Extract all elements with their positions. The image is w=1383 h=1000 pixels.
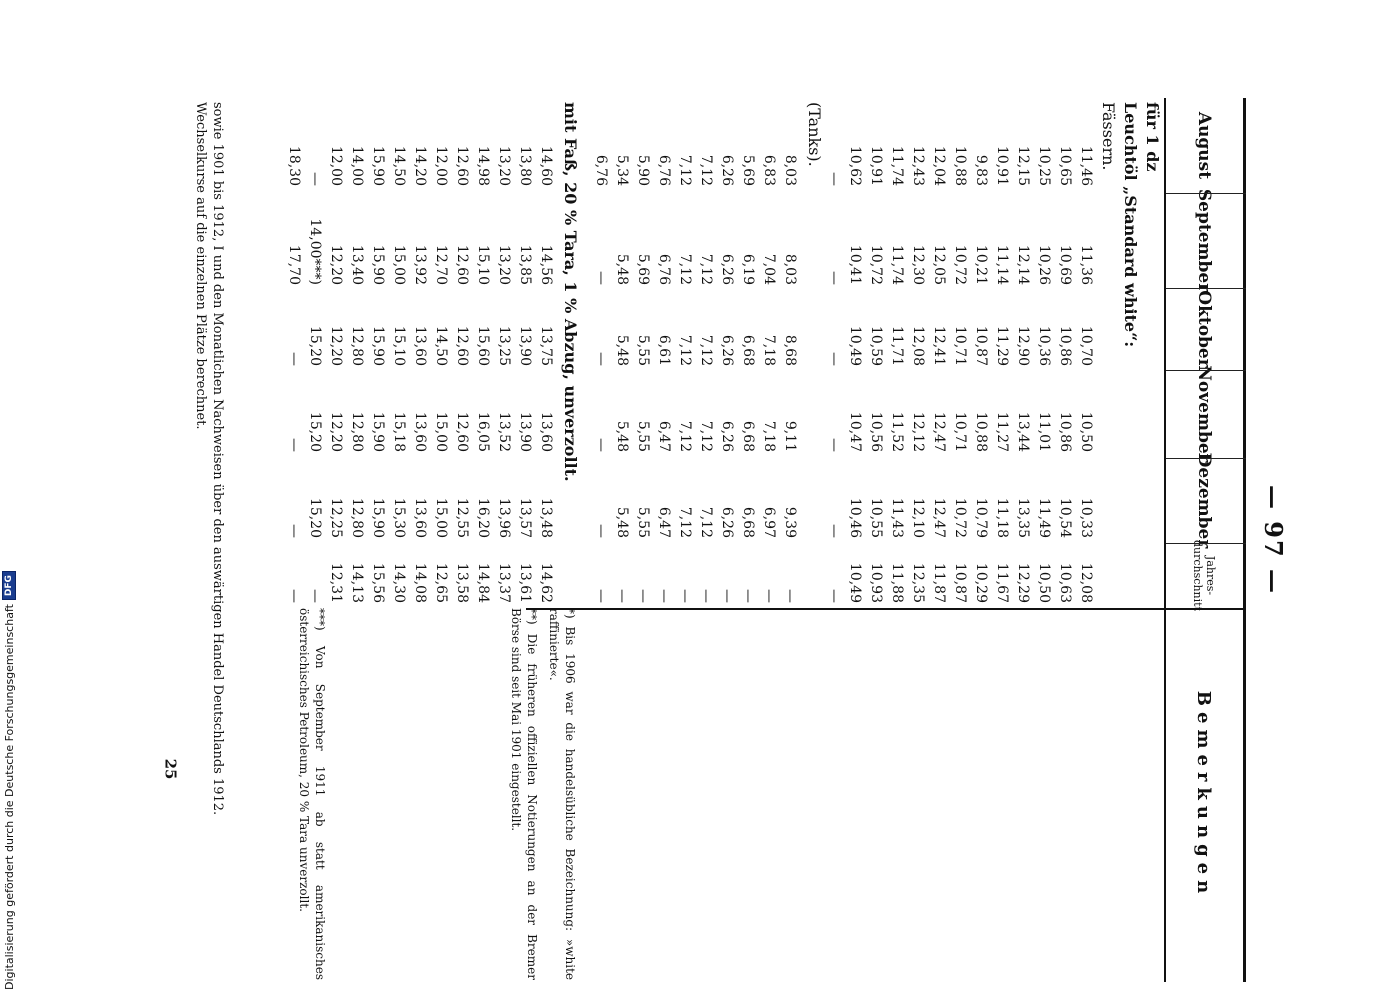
table-cell: 17,70 [286,244,302,285]
table-cell: 10,86 [1057,411,1073,452]
table-cell: — [656,589,672,603]
table-cell: 12,60 [454,244,470,285]
table-row [928,98,949,608]
table-row [1075,98,1096,608]
table-cell: 14,13 [349,562,365,603]
table-cell: 10,79 [973,497,989,538]
table-cell: 6,26 [719,420,735,452]
table-cell: 10,50 [1036,562,1052,603]
table-cell: 15,60 [475,325,491,366]
table-cell: 10,86 [1057,325,1073,366]
table-row [653,98,674,608]
table-cell: 5,34 [614,154,630,186]
table-row [907,98,928,608]
table-cell: 10,25 [1036,145,1052,186]
table-cell: 15,90 [370,411,386,452]
table-cell: 13,20 [496,244,512,285]
table-cell: — [719,589,735,603]
table-cell: 12,80 [349,411,365,452]
table-cell: 10,91 [868,145,884,186]
header-divider [1166,193,1246,194]
table-cell: 14,98 [475,145,491,186]
header-september: September [1194,188,1214,293]
table-cell: 10,87 [952,562,968,603]
table-cell: 12,20 [328,411,344,452]
table-cell: 12,04 [931,145,947,186]
table-cell: 12,80 [349,497,365,538]
table-cell: 12,47 [931,497,947,538]
table-cell: 12,29 [1015,562,1031,603]
table-cell: 14,60 [538,145,554,186]
table-cell: 13,25 [496,325,512,366]
table-row [823,98,844,608]
table-cell: 15,18 [391,411,407,452]
table-cell: 18,30 [286,145,302,186]
table-row [865,98,886,608]
table-cell: 10,63 [1057,562,1073,603]
table-cell: 13,60 [538,411,554,452]
table-cell: 7,12 [698,420,714,452]
table-cell: — [826,589,842,603]
dfg-credit [2,575,16,990]
table-cell: — [593,438,609,452]
table-cell: 6,68 [740,334,756,366]
table-cell: 5,55 [635,334,651,366]
table-cell: 12,20 [328,244,344,285]
header-divider [1166,458,1246,459]
table-cell: 11,29 [994,325,1010,366]
table-cell: — [307,172,323,186]
table-cell: 8,03 [782,253,798,285]
table-cell: — [761,589,777,603]
table-cell: 8,68 [782,334,798,366]
remarks-notes [290,608,578,980]
table-cell: — [677,589,693,603]
table-row [409,98,430,608]
table-cell: 15,20 [307,325,323,366]
table-row [590,98,611,608]
table-cell: 13,80 [517,145,533,186]
section-title-standard-white: Leuchtöl „Standard white“: [1121,102,1140,348]
table-row [367,98,388,608]
header-december: Dezember [1194,452,1214,549]
table-cell: 10,47 [847,411,863,452]
table-cell: 12,35 [910,562,926,603]
table-cell: 10,71 [952,325,968,366]
table-cell: 12,25 [328,497,344,538]
table-cell: 10,72 [868,244,884,285]
note-3: ***) Von September 1911 ab statt amerikanisches österreichisches Petroleum, 20 % Tara unverzollt. [297,608,327,980]
table-cell: 5,90 [635,154,651,186]
table-cell: 11,43 [889,497,905,538]
table-cell: 11,52 [889,411,905,452]
note-2: **) Die früheren offiziellen Notierungen an der Bremer Börse sind seit Mai 1901 eingestellt. [509,608,539,980]
table-cell: 13,57 [517,497,533,538]
table-cell: 6,26 [719,506,735,538]
header-october: Oktober [1194,290,1214,368]
table-cell: 7,12 [698,154,714,186]
table-cell: 12,10 [910,497,926,538]
table-cell: — [826,524,842,538]
table-cell: — [826,352,842,366]
table-cell: 13,37 [496,562,512,603]
table-cell: 12,30 [910,244,926,285]
table-cell: 9,83 [973,154,989,186]
table-cell: 10,72 [952,244,968,285]
table-cell: — [698,589,714,603]
table-cell: 13,60 [412,325,428,366]
header-november: November [1194,365,1214,463]
table-cell: 10,41 [847,244,863,285]
table-cell: — [286,589,302,603]
table-cell: 10,55 [868,497,884,538]
table-cell: 10,87 [973,325,989,366]
table-row [535,98,556,608]
section-subtitle-barrels: Fässern. [1099,102,1118,171]
table-cell: 15,56 [370,562,386,603]
table-cell: — [286,352,302,366]
table-cell: 6,61 [656,334,672,366]
table-cell: — [593,589,609,603]
table-cell: 14,00***) [307,218,323,285]
table-cell: 13,60 [412,411,428,452]
table-cell: 10,71 [952,411,968,452]
table-cell: 5,55 [635,506,651,538]
table-cell: 5,48 [614,253,630,285]
table-cell: 6,26 [719,253,735,285]
remarks-divider [526,608,1246,610]
table-cell: 13,58 [454,562,470,603]
table-cell: 5,69 [740,154,756,186]
table-cell: 10,49 [847,562,863,603]
table-cell: 15,20 [307,497,323,538]
table-cell: 7,04 [761,253,777,285]
table-cell: — [593,524,609,538]
table-row [991,98,1012,608]
table-cell: 11,14 [994,244,1010,285]
table-cell: 12,31 [328,562,344,603]
table-cell: 11,74 [889,244,905,285]
header-divider [1166,288,1246,289]
table-cell: 13,40 [349,244,365,285]
table-cell: 12,00 [433,145,449,186]
table-cell: 12,08 [1078,562,1094,603]
section-title-tanks: (Tanks). [805,102,824,167]
table-cell: 11,87 [931,562,947,603]
table-cell: 11,27 [994,411,1010,452]
table-cell: 11,01 [1036,411,1052,452]
header-rule [1164,98,1166,982]
header-divider [1166,543,1246,544]
table-cell: 15,90 [370,145,386,186]
table-cell: 14,84 [475,562,491,603]
table-cell: 7,12 [677,253,693,285]
table-cell: 7,12 [677,334,693,366]
table-row [493,98,514,608]
table-cell: 11,88 [889,562,905,603]
table-row [388,98,409,608]
table-cell: 6,26 [719,154,735,186]
table-cell: — [286,524,302,538]
table-cell: — [635,589,651,603]
table-cell: 5,69 [635,253,651,285]
table-cell: 7,12 [677,420,693,452]
table-row [346,98,367,608]
table-cell: 10,21 [973,244,989,285]
table-row [886,98,907,608]
table-cell: 7,12 [677,154,693,186]
table-cell: 11,71 [889,325,905,366]
table-cell: 10,33 [1078,497,1094,538]
table-cell: 7,18 [761,334,777,366]
table-cell: 6,47 [656,506,672,538]
header-remarks: Bemerkungen [1193,690,1215,900]
table-cell: 12,14 [1015,244,1031,285]
table-row [611,98,632,608]
table-cell: 11,36 [1078,244,1094,285]
table-cell: 12,00 [328,145,344,186]
table-cell: 6,97 [761,506,777,538]
table-row [632,98,653,608]
table-cell: 13,96 [496,497,512,538]
table-cell: 10,36 [1036,325,1052,366]
table-cell: — [614,589,630,603]
table-cell: 13,60 [412,497,428,538]
table-cell: 15,20 [307,411,323,452]
table-cell: 7,12 [698,334,714,366]
table-cell: 9,39 [782,506,798,538]
footnote [192,102,226,972]
table-cell: 6,76 [593,154,609,186]
table-cell: 10,72 [952,497,968,538]
table-cell: 11,74 [889,145,905,186]
table-cell: 6,83 [761,154,777,186]
table-cell: 10,49 [847,325,863,366]
table-cell: 10,93 [868,562,884,603]
table-cell: 8,03 [782,154,798,186]
table-cell: 6,68 [740,506,756,538]
table-cell: 10,91 [994,145,1010,186]
table-cell: 11,67 [994,562,1010,603]
unit-label: für 1 dz [1143,102,1162,172]
table-row [430,98,451,608]
table-cell: 14,56 [538,244,554,285]
table-cell: 11,49 [1036,497,1052,538]
table-cell: 10,56 [868,411,884,452]
table-row [695,98,716,608]
table-cell: 10,69 [1057,244,1073,285]
table-cell: — [782,589,798,603]
table-cell: 12,90 [1015,325,1031,366]
table-row [451,98,472,608]
table-cell: 13,20 [496,145,512,186]
table-cell: 13,61 [517,562,533,603]
table-cell: 10,88 [952,145,968,186]
table-cell: 7,18 [761,420,777,452]
table-row [779,98,800,608]
table-row [970,98,991,608]
sheet-mark: 25 [161,758,180,780]
table-cell: 15,00 [391,244,407,285]
table-cell: 12,12 [910,411,926,452]
table-cell: 5,48 [614,334,630,366]
table-cell: 10,59 [868,325,884,366]
table-cell: 12,43 [910,145,926,186]
table-cell: 13,90 [517,325,533,366]
table-cell: 13,75 [538,325,554,366]
table-cell: 13,48 [538,497,554,538]
table-row [1033,98,1054,608]
table-cell: 13,92 [412,244,428,285]
table-cell: 14,20 [412,145,428,186]
note-1: *) Bis 1906 war die handelsübliche Bezeichnung: »white raffinierte«. [547,608,577,980]
table-cell: 15,10 [391,325,407,366]
table-cell: 15,90 [370,244,386,285]
table-row [844,98,865,608]
table-row [325,98,346,608]
header-divider [1166,370,1246,371]
credit-text: Digitalisierung gefördert durch die Deutsche Forschungsgemeinschaft [2,604,16,990]
table-cell: 10,29 [973,562,989,603]
header-annual-average: Jahres-durchschnitt [1191,540,1217,611]
table-cell: 12,20 [328,325,344,366]
table-cell: 6,68 [740,420,756,452]
section-title-with-barrel: mit Faß, 20 % Tara, 1 % Abzug, unverzollt. [561,102,580,482]
table-cell: 14,50 [391,145,407,186]
table-cell: 15,90 [370,325,386,366]
table-cell: 14,30 [391,562,407,603]
table-cell: 6,76 [656,154,672,186]
table-row [758,98,779,608]
table-cell: 15,10 [475,244,491,285]
table-cell: 14,50 [433,325,449,366]
table-cell: 7,12 [698,253,714,285]
table-row [1054,98,1075,608]
table-cell: 12,60 [454,411,470,452]
top-rule [1243,98,1246,982]
footnote-line-2: Wechselkurse auf die einzelnen Plätze berechnet. [193,102,208,430]
table-row [304,98,325,608]
table-cell: 7,12 [698,506,714,538]
table-cell: 14,62 [538,562,554,603]
table-cell: — [826,172,842,186]
table-row [716,98,737,608]
table-cell: 10,62 [847,145,863,186]
table-cell: 12,60 [454,325,470,366]
table-cell: 13,52 [496,411,512,452]
table-cell: 15,00 [433,497,449,538]
table-cell: 6,26 [719,334,735,366]
table-cell: 16,05 [475,411,491,452]
table-cell: — [307,589,323,603]
table-cell: 12,08 [910,325,926,366]
table-cell: 13,44 [1015,411,1031,452]
table-cell: 12,55 [454,497,470,538]
table-cell: 10,46 [847,497,863,538]
table-cell: — [826,271,842,285]
table-cell: 10,26 [1036,244,1052,285]
dfg-logo-icon: DFG [2,571,16,600]
table-cell: 15,30 [391,497,407,538]
table-cell: — [740,589,756,603]
table-cell: 10,50 [1078,411,1094,452]
table-cell: 15,00 [433,411,449,452]
table-cell: 10,70 [1078,325,1094,366]
table-cell: 7,12 [677,506,693,538]
table-cell: — [286,438,302,452]
table-cell: 10,65 [1057,145,1073,186]
table-cell: 11,46 [1078,145,1094,186]
table-cell: 13,35 [1015,497,1031,538]
table-cell: 13,90 [517,411,533,452]
table-cell: 12,41 [931,325,947,366]
table-cell: 12,70 [433,244,449,285]
table-row [283,98,304,608]
table-cell: 5,48 [614,420,630,452]
table-cell: 12,60 [454,145,470,186]
table-cell: 10,88 [973,411,989,452]
table-cell: 16,20 [475,497,491,538]
table-cell: 10,54 [1057,497,1073,538]
table-cell: 9,11 [782,420,798,452]
table-cell: 12,80 [349,325,365,366]
table-cell: 6,76 [656,253,672,285]
table-cell: 14,00 [349,145,365,186]
table-cell: 5,55 [635,420,651,452]
table-cell: 6,19 [740,253,756,285]
table-row [737,98,758,608]
table-cell: — [593,271,609,285]
table-row [949,98,970,608]
rotated-document-page [178,98,1298,982]
table-cell: 15,90 [370,497,386,538]
footnote-line-1: sowie 1901 bis 1912, I und den Monatlichen Nachweisen über den auswärtigen Handel Deutschlands 1912. [210,102,225,816]
table-row [472,98,493,608]
table-cell: 14,08 [412,562,428,603]
table-cell: 12,05 [931,244,947,285]
table-row [674,98,695,608]
table-row [514,98,535,608]
table-cell: 13,85 [517,244,533,285]
table-cell: 12,65 [433,562,449,603]
table-cell: 11,18 [994,497,1010,538]
table-row [1012,98,1033,608]
table-cell: 6,47 [656,420,672,452]
page-number: — 97 — [1259,484,1288,596]
table-cell: 12,15 [1015,145,1031,186]
table-cell: 12,47 [931,411,947,452]
table-cell: — [593,352,609,366]
table-cell: — [826,438,842,452]
header-august: August [1194,111,1214,180]
table-cell: 5,48 [614,506,630,538]
